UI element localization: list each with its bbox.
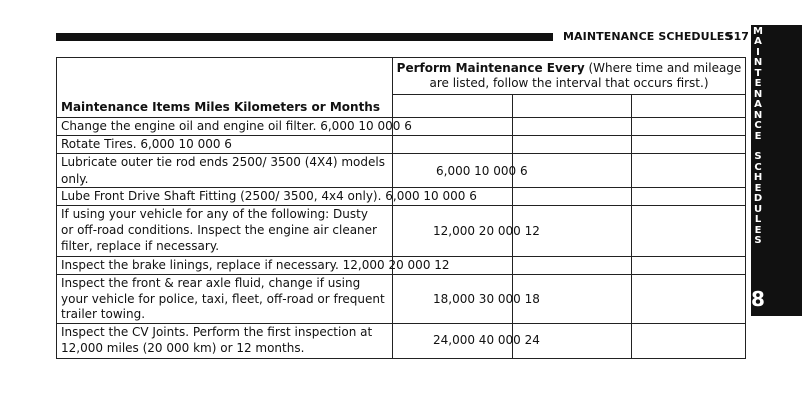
row-item-text: Rotate Tires. 6,000 10 000 6 bbox=[61, 137, 232, 151]
section-title: MAINTENANCE SCHEDULES bbox=[563, 30, 733, 43]
chapter-tab bbox=[751, 25, 802, 316]
row-item-text: Lubricate outer tie rod ends 2500/ 3500 (4X4) models bbox=[61, 155, 385, 169]
table-rule bbox=[56, 323, 746, 324]
row-item-text: Inspect the CV Joints. Perform the first inspection at bbox=[61, 325, 373, 339]
row-interval: 24,000 40 000 24 bbox=[433, 333, 540, 347]
row-item-text: Inspect the front & rear axle fluid, change if using bbox=[61, 276, 361, 290]
header-rule bbox=[56, 33, 553, 41]
table-rule bbox=[56, 274, 746, 275]
row-item-text: Inspect the brake linings, replace if necessary. 12,000 20 000 12 bbox=[61, 258, 450, 272]
chapter-tab-letter: L bbox=[754, 214, 762, 226]
row-item-text: Change the engine oil and engine oil filter. 6,000 10 000 6 bbox=[61, 119, 412, 133]
row-item-text: or off-road conditions. Inspect the engine air cleaner bbox=[61, 223, 377, 237]
row-item-text: If using your vehicle for any of the following: Dusty bbox=[61, 207, 368, 221]
table-rule bbox=[56, 117, 746, 118]
chapter-tab-letter: S bbox=[754, 151, 762, 163]
row-interval: 12,000 20 000 12 bbox=[433, 224, 540, 238]
chapter-tab-label bbox=[751, 27, 765, 247]
chapter-tab-letter: H bbox=[753, 172, 763, 184]
table-rule bbox=[392, 57, 393, 359]
perform-header-line2: are listed, follow the interval that occurs first.) bbox=[429, 76, 709, 90]
row-item-text: only. bbox=[61, 172, 89, 186]
table-rule bbox=[56, 57, 57, 359]
table-rule bbox=[631, 94, 632, 358]
table-rule bbox=[745, 57, 746, 359]
chapter-tab-letter: N bbox=[753, 57, 763, 69]
row-item-text: filter, replace if necessary. bbox=[61, 239, 220, 253]
chapter-tab-letter: N bbox=[753, 109, 763, 121]
chapter-tab-letter: U bbox=[753, 203, 763, 215]
chapter-tab-letter: E bbox=[754, 224, 762, 236]
row-item-text: Lube Front Drive Shaft Fitting (2500/ 3500, 4x4 only). 6,000 10 000 6 bbox=[61, 189, 477, 203]
page-number: 517 bbox=[726, 30, 749, 43]
chapter-tab-letter: E bbox=[754, 78, 762, 90]
row-interval: 18,000 30 000 18 bbox=[433, 292, 540, 306]
row-interval: 6,000 10 000 6 bbox=[436, 164, 528, 178]
table-rule bbox=[56, 57, 746, 58]
row-item-text: trailer towing. bbox=[61, 307, 146, 321]
chapter-tab-letter: E bbox=[754, 130, 762, 142]
chapter-tab-letter: C bbox=[754, 120, 762, 132]
table-rule bbox=[56, 256, 746, 257]
chapter-tab-letter: A bbox=[754, 99, 762, 111]
items-header: Maintenance Items Miles Kilometers or Months bbox=[61, 100, 380, 114]
table-rule bbox=[392, 94, 746, 95]
chapter-tab-letter: D bbox=[753, 193, 763, 205]
chapter-tab-letter: T bbox=[754, 67, 762, 79]
row-item-text: 12,000 miles (20 000 km) or 12 months. bbox=[61, 341, 305, 355]
row-item-text: your vehicle for police, taxi, fleet, off-road or frequent bbox=[61, 292, 385, 306]
table-rule bbox=[56, 205, 746, 206]
table-rule bbox=[56, 187, 746, 188]
chapter-tab-letter: E bbox=[754, 182, 762, 194]
chapter-tab-letter: N bbox=[753, 88, 763, 100]
table-rule bbox=[56, 358, 746, 359]
perform-header: Perform Maintenance Every (Where time and mileage bbox=[396, 61, 742, 75]
table-rule bbox=[56, 135, 746, 136]
chapter-tab-letter: C bbox=[754, 161, 762, 173]
chapter-tab-letter: M bbox=[753, 26, 763, 37]
chapter-tab-letter: I bbox=[756, 46, 760, 58]
chapter-number: 8 bbox=[751, 287, 765, 311]
table-rule bbox=[56, 153, 746, 154]
chapter-tab-letter: A bbox=[754, 36, 762, 48]
maintenance-table bbox=[56, 57, 746, 359]
chapter-tab-letter: S bbox=[754, 235, 762, 247]
